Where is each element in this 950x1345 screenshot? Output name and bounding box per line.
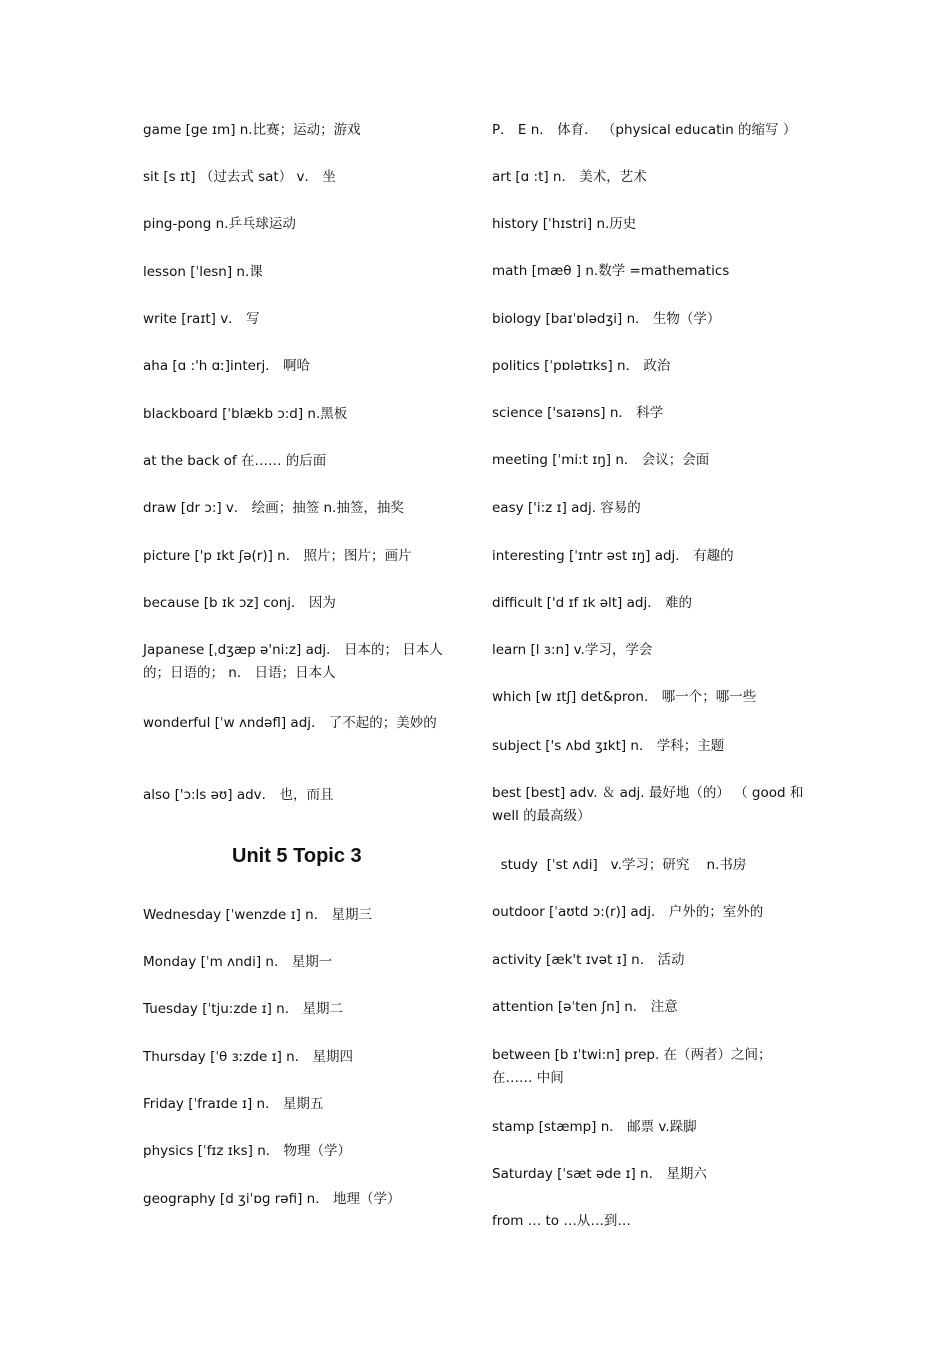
vocab-entry: Japanese [ˌdʒæp ə'ni:z] adj． 日本的； 日本人的；日语的； n． 日语；日本人 (143, 642, 443, 681)
vocab-entry: ping-pong n.乒乓球运动 (143, 216, 296, 232)
vocab-entry: art [ɑ :t] n． 美术，艺术 (492, 169, 647, 185)
vocab-entry: P． E n． 体育． （physical educatin 的缩写 ） (492, 122, 797, 138)
vocab-entry: attention [əˈten ʃn] n． 注意 (492, 999, 678, 1015)
vocab-entry: game [ge ɪm] n.比赛；运动；游戏 (143, 122, 361, 138)
unit-heading: Unit 5 Topic 3 (232, 845, 362, 867)
vocab-entry: subject ['s ʌbd ʒɪkt] n． 学科；主题 (492, 738, 725, 754)
vocab-entry: Thursday [ˈθ ɜːzde ɪ] n． 星期四 (143, 1049, 353, 1065)
vocab-entry: Monday [ˈm ʌndi] n． 星期一 (143, 954, 333, 970)
vocab-entry: write [raɪt] v． 写 (143, 311, 260, 327)
vocab-entry: at the back of 在…… 的后面 (143, 453, 327, 469)
vocab-entry: also ['ɔ:ls əʊ] adv． 也，而且 (143, 787, 334, 803)
vocab-entry: activity [æk't ɪvət ɪ] n． 活动 (492, 952, 685, 968)
vocab-entry: aha [ɑ :'h ɑː]interj． 啊哈 (143, 358, 311, 374)
vocab-entry: outdoor [ˈaʊtd ɔ:(r)] adj． 户外的；室外的 (492, 904, 764, 920)
vocab-entry: physics [ˈfɪz ɪks] n． 物理（学） (143, 1143, 352, 1159)
vocab-entry: draw [dr ɔ:] v． 绘画；抽签 n.抽签，抽奖 (143, 500, 404, 516)
vocab-entry: interesting [ˈɪntr əst ɪŋ] adj． 有趣的 (492, 548, 734, 564)
vocab-entry: science ['saɪəns] n． 科学 (492, 405, 664, 421)
vocab-entry: between [b ɪˈtwi:n] prep. 在（两者）之间；在…… 中间 (492, 1047, 772, 1086)
vocab-entry: Friday [ˈfraɪde ɪ] n． 星期五 (143, 1096, 324, 1112)
vocab-entry: Tuesday [ˈtju:zde ɪ] n． 星期二 (143, 1001, 344, 1017)
vocab-entry: Saturday [ˈsæt əde ɪ] n． 星期六 (492, 1166, 707, 1182)
vocab-entry: best [best] adv. ＆ adj. 最好地（的） （ good 和 well 的最高级） (492, 785, 804, 824)
vocab-entry: stamp [stæmp] n． 邮票 v.跺脚 (492, 1119, 697, 1135)
vocab-entry: biology [baɪˈɒlədʒi] n． 生物（学） (492, 311, 721, 327)
vocab-entry: study [ˈst ʌdi] v.学习；研究 n.书房 (492, 857, 747, 873)
vocab-entry: politics [ˈpɒlətɪks] n． 政治 (492, 358, 671, 374)
vocab-entry: difficult ['d ɪf ɪk əlt] adj． 难的 (492, 595, 693, 611)
vocab-entry: Wednesday [ˈwenzde ɪ] n． 星期三 (143, 907, 373, 923)
vocab-entry: which [w ɪtʃ] det&pron． 哪一个；哪一些 (492, 689, 757, 705)
vocab-entry: wonderful [ˈw ʌndəfl] adj． 了不起的；美妙的 (143, 715, 437, 731)
vocab-entry: blackboard [ˈblækb ɔ:d] n.黑板 (143, 406, 348, 422)
vocab-entry: meeting [ˈmi:t ɪŋ] n． 会议；会面 (492, 452, 710, 468)
vocab-entry: learn [l ɜ:n] v.学习，学会 (492, 642, 653, 658)
vocab-entry: lesson [ˈlesn] n.课 (143, 264, 263, 280)
vocab-entry: picture ['p ɪkt ʃə(r)] n． 照片；图片；画片 (143, 548, 412, 564)
vocab-entry: because [b ɪk ɔz] conj． 因为 (143, 595, 336, 611)
vocab-entry: math [mæθ ] n.数学 =mathematics (492, 263, 730, 279)
vocab-entry: geography [d ʒiˈɒɡ rəfi] n． 地理（学） (143, 1191, 401, 1207)
vocab-entry: from … to …从…到… (492, 1213, 631, 1229)
vocab-entry: easy ['i:z ɪ] adj. 容易的 (492, 500, 641, 516)
vocab-entry: sit [s ɪt] （过去式 sat） v． 坐 (143, 169, 336, 185)
vocab-entry: history [ˈhɪstri] n.历史 (492, 216, 637, 232)
